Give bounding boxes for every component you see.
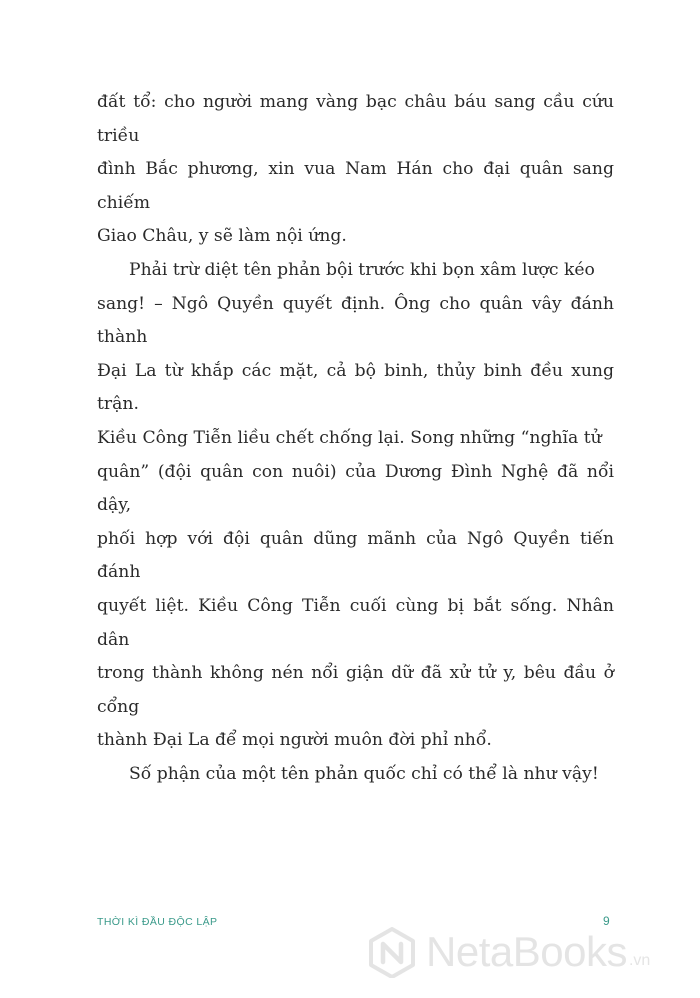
text-line: thành Đại La để mọi người muôn đời phỉ nhổ. (97, 730, 492, 751)
text-line: Kiều Công Tiễn liều chết chống lại. Song những “nghĩa tử (97, 427, 602, 448)
text-line: sang! – Ngô Quyền quyết định. Ông cho quân vây đánh thành (97, 293, 614, 348)
watermark-suffix: .vn (628, 952, 651, 969)
text-line: trong thành không nén nổi giận dữ đã xử tử y, bêu đầu ở cổng (97, 663, 614, 717)
page-number: 9 (603, 914, 610, 928)
text-line: đình Bắc phương, xin vua Nam Hán cho đại quân sang chiếm (97, 159, 614, 213)
paragraph-2 (97, 254, 614, 758)
text-line: Đại La từ khắp các mặt, cả bộ binh, thủy binh đều xung trận. (97, 360, 614, 415)
text-line: phối hợp với đội quân dũng mãnh của Ngô Quyền tiến đánh (97, 528, 614, 583)
text-line: quân” (đội quân con nuôi) của Dương Đình Nghệ đã nổi dậy, (97, 461, 614, 516)
text-line: Số phận của một tên phản quốc chỉ có thể là như vậy! (129, 763, 599, 784)
running-footer-title: THỜI KÌ ĐẦU ĐỘC LẬP (97, 916, 218, 928)
text-line: đất tổ: cho người mang vàng bạc châu báu sang cầu cứu triều (97, 92, 614, 146)
paragraph-1 (97, 86, 614, 254)
text-line: quyết liệt. Kiều Công Tiễn cuối cùng bị bắt sống. Nhân dân (97, 595, 614, 650)
paragraph-3 (97, 758, 614, 792)
watermark-brand: NetaBooks (426, 928, 627, 975)
body-text (97, 86, 614, 791)
netabooks-logo-icon (366, 926, 418, 978)
watermark (366, 926, 650, 978)
text-line: Phải trừ diệt tên phản bội trước khi bọn xâm lược kéo (129, 259, 595, 280)
text-line: Giao Châu, y sẽ làm nội ứng. (97, 226, 347, 247)
